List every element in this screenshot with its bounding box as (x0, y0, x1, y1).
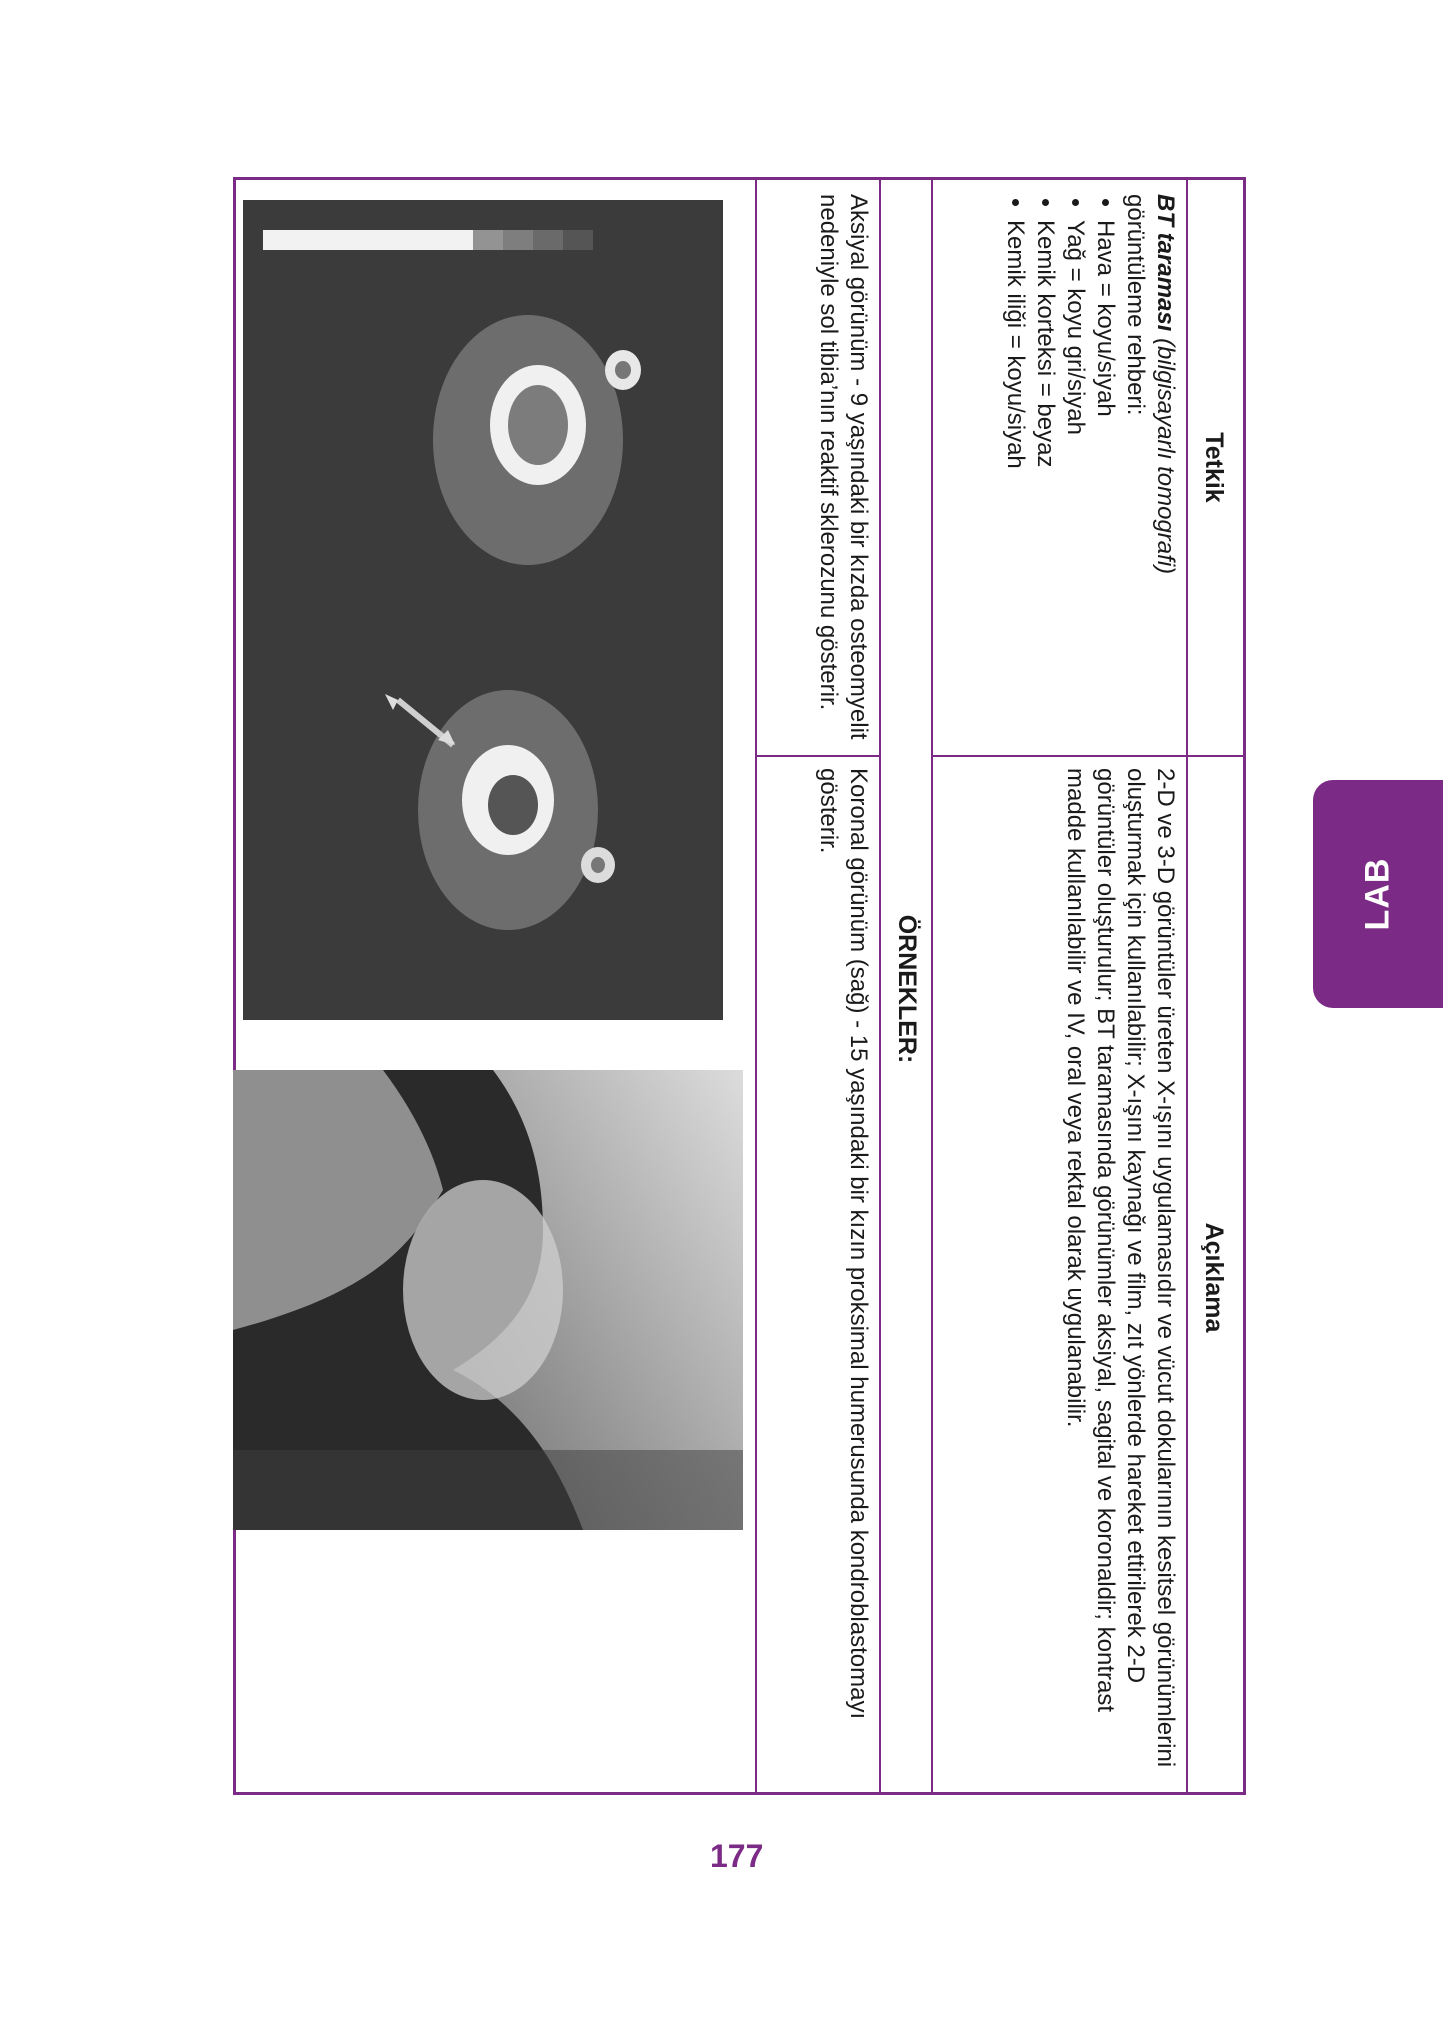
list-item: • Hava = koyu/siyah (1090, 220, 1120, 744)
page-number: 177 (710, 1838, 764, 1874)
axial-ct-graphic (243, 200, 723, 1020)
ct-subtitle: (bilgisayarlı tomografi) (1152, 338, 1179, 575)
ct-tetkik-cell (1000, 194, 1180, 744)
list-item: • Kemik iliği = koyu/siyah (1000, 220, 1030, 744)
example-right-caption: Koronal görünüm (sağ) - 15 yaşındaki bir kızın proksimal humerusunda kondroblastomayı gösterir. (815, 768, 872, 1720)
lab-side-tab[interactable] (1313, 780, 1443, 1008)
header-aciklama: Açıklama (1200, 1222, 1228, 1333)
ct-guide-list (1000, 194, 1120, 744)
table-rotated-container (233, 177, 1246, 1795)
list-item: • Kemik korteksi = beyaz (1030, 220, 1060, 744)
ct-guide-label: görüntüleme rehberi: (1122, 194, 1149, 416)
list-item: • Yağ = koyu gri/siyah (1060, 220, 1090, 744)
ct-info-table (233, 177, 1246, 1795)
divider (879, 180, 881, 1792)
divider (755, 755, 881, 757)
divider (1186, 180, 1188, 1792)
examples-header: ÖRNEKLER: (893, 914, 921, 1064)
axial-ct-image (243, 200, 723, 1020)
header-tetkik: Tetkik (1200, 432, 1228, 503)
coronal-xray-image (233, 1070, 743, 1530)
ct-title: BT taraması (1152, 194, 1179, 332)
ct-description: 2-D ve 3-D görüntüler üreten X-ışını uygulamasıdır ve vücut dokularının kesitsel görünümlerini oluşturmak için kullanılabilir; X-ışını kaynağı ve film, zıt yönlerde hareket ettirilerek 2-D görüntüler oluşturulur; BT taramasında görünümler aksiyal, sagital ve koronaldir; kontrast madde kullanılabilir ve IV, oral veya rektal olarak uygulanabilir. (1062, 768, 1179, 1768)
lab-tab-label: LAB (1358, 857, 1397, 931)
coronal-xray-graphic (233, 1070, 743, 1530)
example-left-caption: Aksiyal görünüm - 9 yaşındaki bir kızda osteomyelit nedeniyle sol tibia’nın reaktif sklerozunu gösterir. (815, 194, 872, 740)
divider (755, 180, 757, 1792)
divider (931, 755, 1243, 757)
divider (931, 180, 933, 1792)
